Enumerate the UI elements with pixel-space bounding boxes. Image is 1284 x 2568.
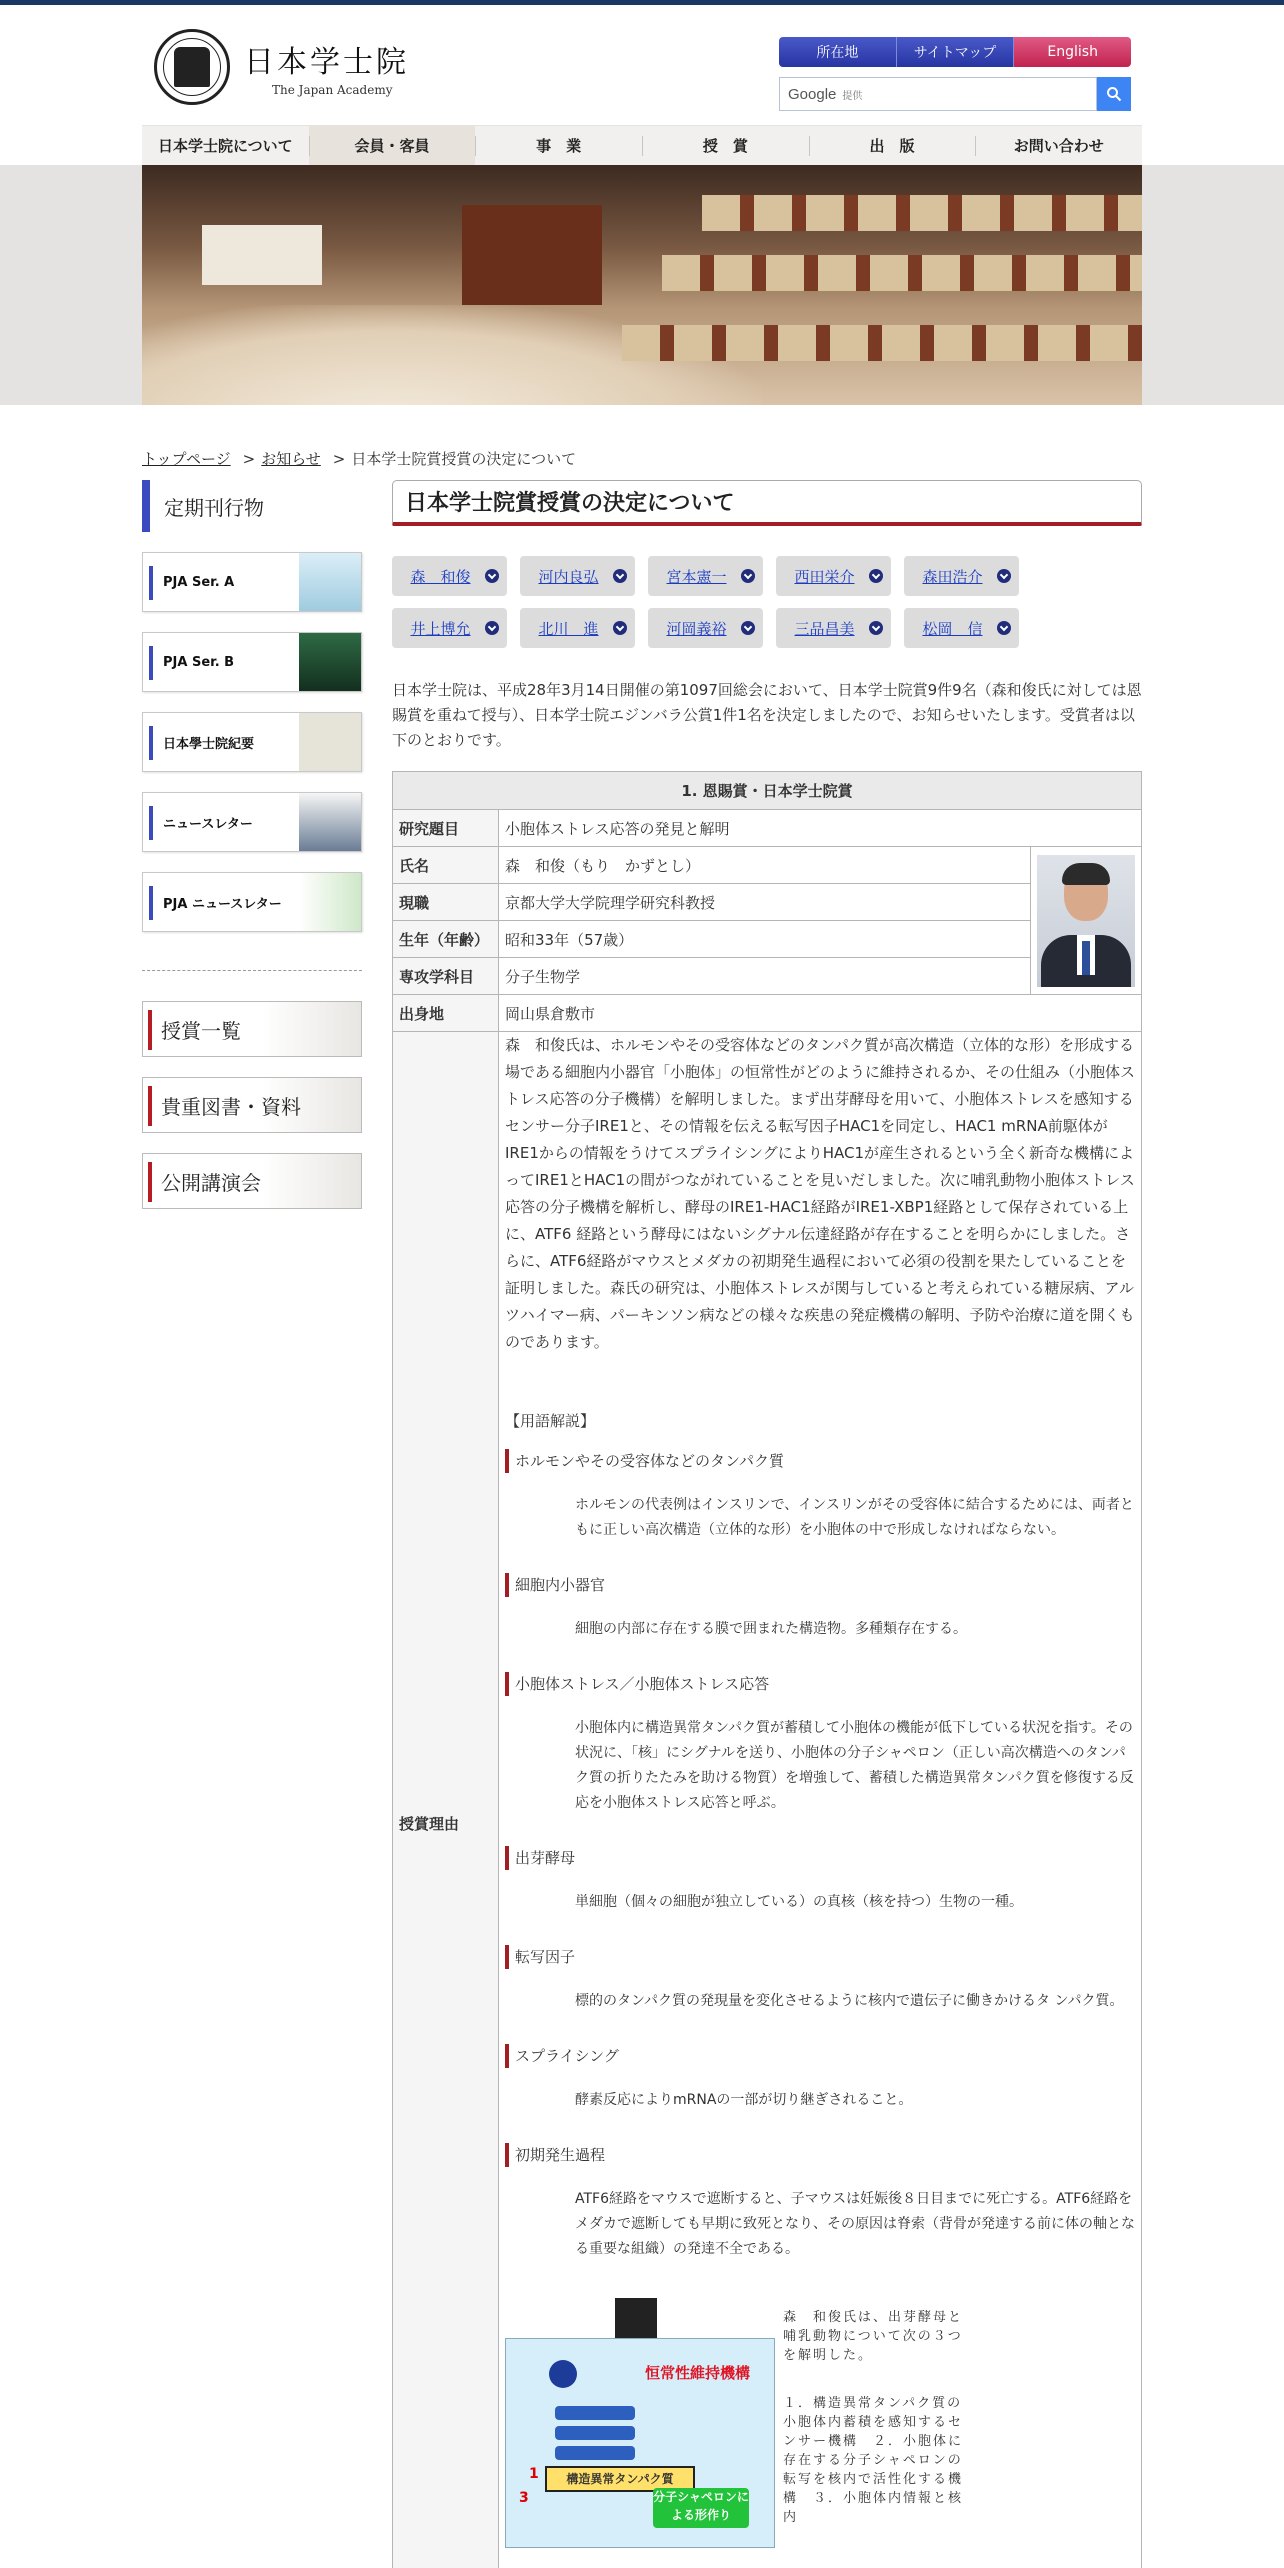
figure-label-homeostasis: 恒常性維持機構 — [645, 2364, 751, 2382]
row-label: 生年（年齢） — [393, 921, 499, 958]
main-content — [392, 480, 1142, 2568]
laureate-name: 北川 進 — [538, 619, 599, 638]
site-logo[interactable] — [154, 29, 409, 105]
search-provided-label: 提供 — [842, 90, 863, 102]
english-link[interactable]: English — [1014, 37, 1131, 67]
banner-pja-ser-b[interactable] — [142, 632, 362, 692]
chevron-down-icon — [741, 569, 755, 583]
glossary-term: 転写因子 — [505, 1945, 1135, 1969]
glossary-desc: 単細胞（個々の細胞が独立している）の真核（核を持つ）生物の一種。 — [575, 1894, 1023, 1910]
figure-step-number: 3 — [519, 2490, 529, 2506]
glossary-desc: 標的のタンパク質の発現量を変化させるように核内で遺伝子に働きかけるタ ンパク質。 — [575, 1993, 1124, 2009]
nav-awards[interactable]: 授 賞 — [642, 126, 809, 165]
reason-cell — [499, 1032, 1142, 2568]
site-header — [0, 5, 1284, 123]
award-table — [392, 771, 1142, 2568]
laureate-photo — [1031, 847, 1142, 995]
search-button[interactable] — [1097, 77, 1131, 111]
journal-cover-icon — [299, 633, 361, 691]
glossary-title: 【用語解説】 — [505, 1412, 596, 1430]
laureate-link[interactable] — [904, 556, 1019, 596]
row-value: 分子生物学 — [499, 958, 1031, 995]
laureate-link[interactable] — [392, 608, 507, 648]
breadcrumb-news[interactable]: お知らせ — [261, 450, 321, 468]
sidebar — [142, 480, 362, 1209]
laureate-link[interactable] — [392, 556, 507, 596]
logo-subtitle: The Japan Academy — [272, 83, 393, 97]
newsletter-cover-icon — [299, 873, 361, 931]
sidebar-divider — [142, 970, 362, 971]
nav-publications[interactable]: 出 版 — [809, 126, 976, 165]
breadcrumb-home[interactable]: トップページ — [142, 450, 231, 468]
er-membrane-icon — [555, 2406, 635, 2420]
access-link[interactable]: 所在地 — [779, 37, 897, 67]
global-nav — [142, 125, 1142, 165]
link-public-lectures[interactable]: 公開講演会 — [142, 1153, 362, 1209]
glossary-desc: 細胞の内部に存在する膜で囲まれた構造物。多種類存在する。 — [575, 1621, 967, 1637]
mechanism-figure — [505, 2298, 1135, 2538]
row-label: 研究題目 — [393, 810, 499, 847]
reason-label: 授賞理由 — [393, 1032, 499, 2568]
laureate-name: 宮本憲一 — [666, 567, 727, 586]
journal-cover-icon — [299, 713, 361, 771]
award-caption: 1. 恩賜賞・日本学士院賞 — [393, 772, 1142, 810]
chevron-down-icon — [997, 569, 1011, 583]
laureate-link[interactable] — [520, 556, 635, 596]
sidebar-title: 定期刊行物 — [142, 480, 362, 532]
laureate-link[interactable] — [776, 608, 891, 648]
glossary-desc: ホルモンの代表例はインスリンで、インスリンがその受容体に結合するためには、両者ともに正しい高次構造（立体的な形）を小胞体の中で形成しなければならない。 — [575, 1497, 1134, 1538]
laureate-link[interactable] — [648, 608, 763, 648]
chevron-down-icon — [869, 621, 883, 635]
utility-links — [779, 37, 1131, 67]
laureate-name: 松岡 信 — [922, 619, 983, 638]
chevron-down-icon — [741, 621, 755, 635]
glossary-term: 初期発生過程 — [505, 2143, 1135, 2167]
chevron-down-icon — [613, 569, 627, 583]
laureate-anchor-list — [392, 556, 1142, 648]
laureate-name: 河岡義裕 — [666, 619, 727, 638]
er-membrane-icon — [555, 2446, 635, 2460]
row-label: 現職 — [393, 884, 499, 921]
figure-label-chaperone: 分子シャペロンによる形作り — [653, 2488, 749, 2528]
nav-members[interactable]: 会員・客員 — [309, 126, 476, 165]
er-membrane-icon — [555, 2426, 635, 2440]
row-label: 出身地 — [393, 995, 499, 1032]
breadcrumb: トップページ > お知らせ > 日本学士院賞授賞の決定について — [142, 450, 577, 468]
row-value: 小胞体ストレス応答の発見と解明 — [499, 810, 1142, 847]
chevron-down-icon — [613, 621, 627, 635]
page-title: 日本学士院賞授賞の決定について — [392, 480, 1142, 526]
sitemap-link[interactable]: サイトマップ — [897, 37, 1015, 67]
row-value: 岡山県倉敷市 — [499, 995, 1142, 1032]
banner-label: 日本學士院紀要 — [163, 736, 255, 752]
protein-structure-thumbnail — [615, 2298, 657, 2338]
reason-text: 森 和俊氏は、ホルモンやその受容体などのタンパク質が高次構造（立体的な形）を形成する場である細胞内小器官「小胞体」の恒常性がどのように維持されるか、その仕組み（小胞体ストレス応答の分子機構）を解明しました。まず出芽酵母を用いて、小胞体ストレスを感知するセンサー分子IRE1と、その情報を伝える転写因子HAC1を同定し、HAC1 mRNA前駆体がIRE1からの情報をうけてスプライシングによりHAC1が産生されるという全く新奇な機構によってIRE1とHAC1の間がつながれていることを見いだしました。次に哺乳動物小胞体ストレス応答の分子機構を解析し、酵母のIRE1-HAC1経路がIRE1-XBP1経路として保存されている上に、ATF6 経路という酵母にはないシグナル伝達経路が存在することを明らかにしました。さらに、ATF6経路がマウスとメダカの初期発生過程において必須の役割を果たしていることを証明しました。森氏の研究は、小胞体ストレスが関与していると考えられている糖尿病、アルツハイマー病、パーキンソン病などの様々な疾患の発症機構の解明、予防や治療に道を開くものであります。 — [505, 1036, 1136, 1351]
glossary-term: 細胞内小器官 — [505, 1573, 1135, 1597]
row-value: 森 和俊（もり かずとし） — [499, 847, 1031, 884]
academy-seal-icon — [154, 29, 230, 105]
search-icon — [1106, 86, 1122, 102]
search-input[interactable] — [779, 77, 1097, 111]
google-brand: Google — [788, 85, 837, 103]
figure-note: 森 和俊氏は、出芽酵母と哺乳動物について次の３つを解明した。 — [783, 2310, 964, 2363]
link-award-list[interactable]: 授賞一覧 — [142, 1001, 362, 1057]
row-value: 京都大学大学院理学研究科教授 — [499, 884, 1031, 921]
laureate-name: 三品昌美 — [794, 619, 855, 638]
banner-label: PJA Ser. B — [163, 654, 235, 670]
figure-step-number: 1 — [529, 2466, 539, 2482]
figure-label-misfolded: 構造異常タンパク質 — [545, 2466, 695, 2492]
nav-contact[interactable]: お問い合わせ — [975, 126, 1142, 165]
banner-label: ニュースレター — [163, 816, 253, 832]
laureate-name: 森 和俊 — [410, 567, 471, 586]
intro-text: 日本学士院は、平成28年3月14日開催の第1097回総会において、日本学士院賞9件9名（森和俊氏に対しては恩賜賞を重ねて授与）、日本学士院エジンバラ公賞1件1名を決定しましたので、お知らせいたします。受賞者は以下のとおりです。 — [392, 681, 1142, 749]
glossary-term: ホルモンやその受容体などのタンパク質 — [505, 1449, 1135, 1473]
banner-pja-ser-a[interactable] — [142, 552, 362, 612]
nav-about[interactable]: 日本学士院について — [157, 137, 293, 155]
logo-title: 日本学士院 — [244, 45, 409, 80]
glossary-term: 小胞体ストレス／小胞体ストレス応答 — [505, 1672, 1135, 1696]
nucleus-icon — [549, 2360, 577, 2388]
banner-label: PJA Ser. A — [163, 574, 235, 590]
chevron-down-icon — [997, 621, 1011, 635]
banner-pja-newsletter[interactable] — [142, 872, 362, 932]
chevron-down-icon — [485, 621, 499, 635]
laureate-link[interactable] — [520, 608, 635, 648]
site-search — [779, 77, 1131, 111]
laureate-link[interactable] — [776, 556, 891, 596]
laureate-name: 河内良弘 — [538, 567, 599, 586]
row-label: 専攻学科目 — [393, 958, 499, 995]
laureate-link[interactable] — [648, 556, 763, 596]
laureate-link[interactable] — [904, 608, 1019, 648]
banner-proceedings[interactable] — [142, 712, 362, 772]
journal-cover-icon — [299, 553, 361, 611]
glossary-desc: 酵素反応によりmRNAの一部が切り継ぎされること。 — [575, 2092, 913, 2108]
chevron-down-icon — [485, 569, 499, 583]
row-value: 昭和33年（57歳） — [499, 921, 1031, 958]
glossary-term: 出芽酵母 — [505, 1846, 1135, 1870]
row-label: 氏名 — [393, 847, 499, 884]
laureate-name: 井上博允 — [410, 619, 471, 638]
figure-list: １．構造異常タンパク質の小胞体内蓄積を感知するセンサー機構 ２．小胞体に存在する分子シャペロンの転写を核内で活性化する機構 ３．小胞体内情報と核内 — [783, 2396, 964, 2525]
laureate-name: 西田栄介 — [794, 567, 855, 586]
glossary-desc: 小胞体内に構造異常タンパク質が蓄積して小胞体の機能が低下している状況を指す。その状況に、「核」にシグナルを送り、小胞体の分子シャペロン（正しい高次構造へのタンパク質の折りたたみを助ける物質）を増強して、蓄積した構造異常タンパク質を修復する反応を小胞体ストレス応答と呼ぶ。 — [575, 1720, 1134, 1811]
hero-image — [142, 165, 1142, 405]
banner-label: PJA ニュースレター — [163, 896, 282, 912]
chevron-down-icon — [869, 569, 883, 583]
breadcrumb-current: 日本学士院賞授賞の決定について — [351, 450, 577, 468]
link-rare-books[interactable]: 貴重図書・資料 — [142, 1077, 362, 1133]
laureate-name: 森田浩介 — [922, 567, 983, 586]
newsletter-cover-icon — [299, 793, 361, 851]
glossary-term: スプライシング — [505, 2044, 1135, 2068]
nav-projects[interactable]: 事 業 — [475, 126, 642, 165]
glossary-desc: ATF6経路をマウスで遮断すると、子マウスは妊娠後８日目までに死亡する。ATF6経路をメダカで遮断しても早期に致死となり、その原因は脊索（背骨が発達する前に体の軸となる重要な組織）の発達不全である。 — [575, 2191, 1135, 2257]
banner-newsletter[interactable] — [142, 792, 362, 852]
